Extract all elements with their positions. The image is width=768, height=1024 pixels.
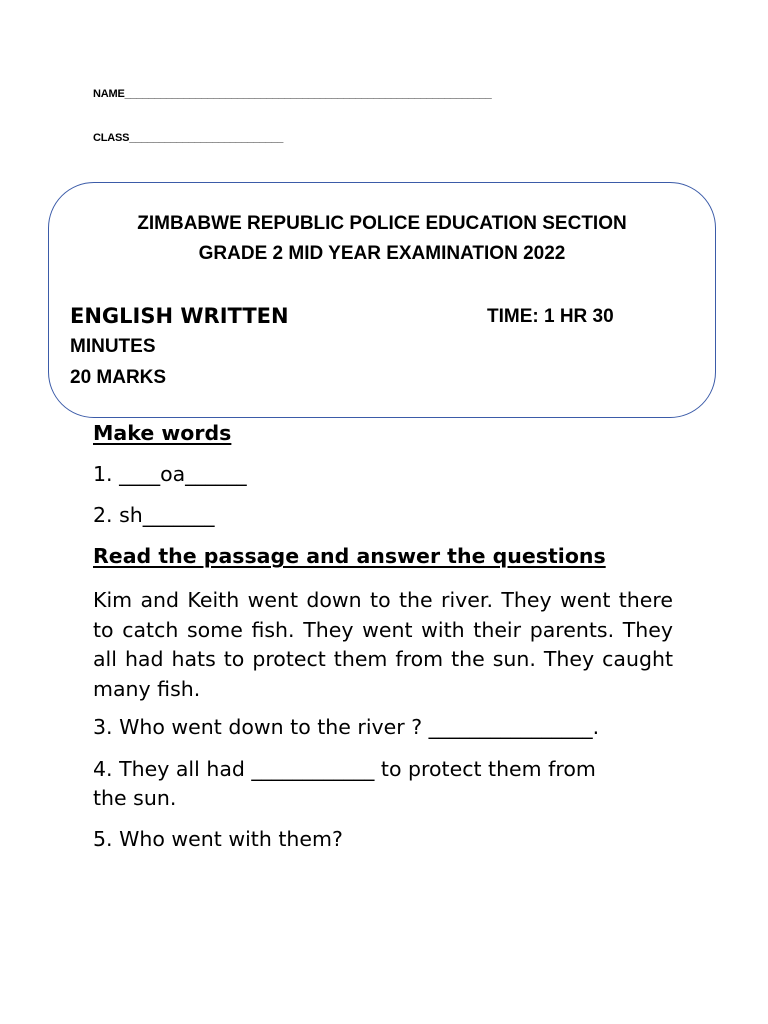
question-4: 4. They all had ____________ to protect them from [93, 757, 596, 781]
exam-title: GRADE 2 MID YEAR EXAMINATION 2022 [198, 243, 566, 264]
time-label-continued: MINUTES [70, 336, 156, 357]
question-2: 2. sh_______ [93, 503, 215, 527]
marks-label: 20 MARKS [70, 367, 167, 388]
question-5: 5. Who went with them? [93, 827, 343, 851]
subject-title: ENGLISH WRITTEN [70, 304, 289, 328]
organization-title: ZIMBABWE REPUBLIC POLICE EDUCATION SECTION [137, 213, 627, 234]
passage-heading: Read the passage and answer the questions [93, 544, 606, 568]
question-1: 1. ____oa______ [93, 462, 247, 486]
make-words-heading: Make words [93, 421, 232, 445]
reading-passage: Kim and Keith went down to the river. They went there to catch some fish. They went with their parents. They all had hats to protect them from the sun. They caught many fish. [93, 588, 673, 701]
name-field-line[interactable]: NAME______________________________________________________________ [93, 88, 492, 100]
class-field-line[interactable]: CLASS__________________________ [93, 132, 284, 144]
question-3: 3. Who went down to the river ? ________________. [93, 715, 600, 739]
question-4-continued: the sun. [93, 786, 177, 810]
time-label: TIME: 1 HR 30 [487, 306, 614, 327]
